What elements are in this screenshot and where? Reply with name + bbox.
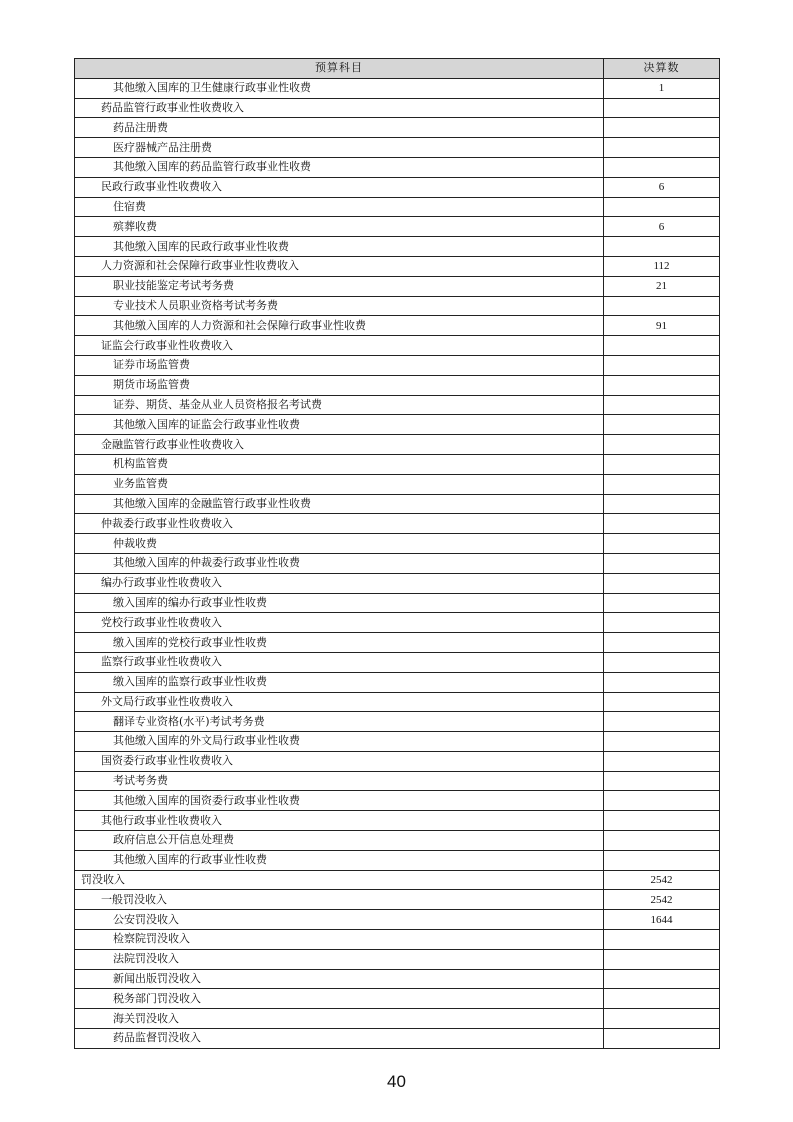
table-row [75,989,720,1009]
budget-item-label: 民政行政事业性收费收入 [75,177,604,197]
table-row [75,197,720,217]
table-row [75,811,720,831]
table-row [75,375,720,395]
final-amount-value [604,613,720,633]
budget-item-label: 其他缴入国库的证监会行政事业性收费 [75,415,604,435]
table-row [75,850,720,870]
final-amount-value [604,850,720,870]
final-amount-value [604,633,720,653]
budget-item-label: 其他缴入国库的国资委行政事业性收费 [75,791,604,811]
final-amount-value [604,1029,720,1049]
budget-item-label: 其他缴入国库的民政行政事业性收费 [75,237,604,257]
table-row [75,652,720,672]
budget-item-label: 药品监管行政事业性收费收入 [75,98,604,118]
budget-item-label: 缴入国库的监察行政事业性收费 [75,672,604,692]
table-row [75,217,720,237]
final-amount-value [604,514,720,534]
budget-item-label: 证券市场监管费 [75,355,604,375]
final-amount-value [604,395,720,415]
table-row [75,177,720,197]
table-row [75,910,720,930]
budget-item-label: 人力资源和社会保障行政事业性收费收入 [75,256,604,276]
budget-item-label: 其他缴入国库的金融监管行政事业性收费 [75,494,604,514]
table-row [75,593,720,613]
final-amount-value [604,593,720,613]
final-amount-value [604,415,720,435]
budget-item-label: 罚没收入 [75,870,604,890]
final-amount-value [604,534,720,554]
final-amount-value [604,969,720,989]
table-row [75,138,720,158]
budget-item-label: 仲裁委行政事业性收费收入 [75,514,604,534]
final-amount-value [604,811,720,831]
table-row [75,890,720,910]
table-row [75,98,720,118]
final-amount-value [604,553,720,573]
final-amount-value: 21 [604,276,720,296]
budget-item-label: 证券、期货、基金从业人员资格报名考试费 [75,395,604,415]
header-final-amount: 决算数 [604,59,720,79]
table-row [75,316,720,336]
table-row [75,712,720,732]
final-amount-value: 2542 [604,870,720,890]
final-amount-value [604,474,720,494]
budget-table-container [74,58,719,1049]
final-amount-value [604,672,720,692]
budget-item-label: 药品监督罚没收入 [75,1029,604,1049]
final-amount-value [604,692,720,712]
table-row [75,672,720,692]
final-amount-value [604,494,720,514]
final-amount-value [604,573,720,593]
final-amount-value [604,791,720,811]
budget-item-label: 编办行政事业性收费收入 [75,573,604,593]
budget-item-label: 医疗器械产品注册费 [75,138,604,158]
table-row [75,534,720,554]
budget-item-label: 检察院罚没收入 [75,930,604,950]
final-amount-value [604,435,720,455]
budget-item-label: 新闻出版罚没收入 [75,969,604,989]
table-row [75,553,720,573]
final-amount-value [604,652,720,672]
budget-item-label: 一般罚没收入 [75,890,604,910]
table-row [75,296,720,316]
budget-table [74,58,720,1049]
final-amount-value [604,336,720,356]
final-amount-value [604,118,720,138]
budget-item-label: 外文局行政事业性收费收入 [75,692,604,712]
budget-item-label: 公安罚没收入 [75,910,604,930]
final-amount-value [604,138,720,158]
final-amount-value [604,732,720,752]
final-amount-value: 6 [604,177,720,197]
table-row [75,78,720,98]
table-row [75,157,720,177]
budget-item-label: 党校行政事业性收费收入 [75,613,604,633]
final-amount-value: 1 [604,78,720,98]
budget-item-label: 药品注册费 [75,118,604,138]
final-amount-value [604,355,720,375]
table-row [75,791,720,811]
header-row [75,59,720,79]
budget-item-label: 期货市场监管费 [75,375,604,395]
final-amount-value [604,989,720,1009]
table-row [75,355,720,375]
budget-item-label: 其他缴入国库的仲裁委行政事业性收费 [75,553,604,573]
table-row [75,613,720,633]
table-row [75,395,720,415]
budget-item-label: 监察行政事业性收费收入 [75,652,604,672]
final-amount-value [604,157,720,177]
budget-item-label: 其他缴入国库的药品监管行政事业性收费 [75,157,604,177]
final-amount-value [604,831,720,851]
table-row [75,969,720,989]
final-amount-value: 6 [604,217,720,237]
budget-item-label: 其他缴入国库的行政事业性收费 [75,850,604,870]
budget-item-label: 其他行政事业性收费收入 [75,811,604,831]
final-amount-value [604,375,720,395]
budget-item-label: 机构监管费 [75,454,604,474]
table-row [75,751,720,771]
budget-item-label: 国资委行政事业性收费收入 [75,751,604,771]
budget-item-label: 其他缴入国库的卫生健康行政事业性收费 [75,78,604,98]
table-row [75,831,720,851]
table-row [75,454,720,474]
table-row [75,573,720,593]
table-header [75,59,720,79]
page-number: 40 [387,1072,406,1091]
budget-item-label: 住宿费 [75,197,604,217]
budget-item-label: 殡葬收费 [75,217,604,237]
final-amount-value [604,197,720,217]
table-row [75,276,720,296]
final-amount-value: 1644 [604,910,720,930]
budget-item-label: 考试考务费 [75,771,604,791]
budget-item-label: 翻译专业资格(水平)考试考务费 [75,712,604,732]
table-row [75,771,720,791]
table-row [75,949,720,969]
table-row [75,692,720,712]
table-row [75,514,720,534]
budget-item-label: 业务监管费 [75,474,604,494]
final-amount-value [604,1009,720,1029]
table-row [75,256,720,276]
final-amount-value [604,98,720,118]
table-row [75,633,720,653]
final-amount-value: 91 [604,316,720,336]
final-amount-value [604,237,720,257]
final-amount-value [604,949,720,969]
table-row [75,1009,720,1029]
budget-item-label: 其他缴入国库的人力资源和社会保障行政事业性收费 [75,316,604,336]
table-row [75,336,720,356]
table-body [75,78,720,1048]
final-amount-value: 112 [604,256,720,276]
budget-item-label: 金融监管行政事业性收费收入 [75,435,604,455]
header-budget-item: 预算科目 [75,59,604,79]
budget-item-label: 税务部门罚没收入 [75,989,604,1009]
budget-item-label: 法院罚没收入 [75,949,604,969]
final-amount-value [604,296,720,316]
table-row [75,435,720,455]
table-row [75,930,720,950]
table-row [75,474,720,494]
final-amount-value [604,771,720,791]
table-row [75,415,720,435]
table-row [75,118,720,138]
table-row [75,870,720,890]
final-amount-value [604,454,720,474]
final-amount-value: 2542 [604,890,720,910]
budget-item-label: 缴入国库的编办行政事业性收费 [75,593,604,613]
final-amount-value [604,751,720,771]
budget-item-label: 专业技术人员职业资格考试考务费 [75,296,604,316]
table-row [75,237,720,257]
final-amount-value [604,930,720,950]
table-row [75,494,720,514]
budget-item-label: 仲裁收费 [75,534,604,554]
budget-item-label: 海关罚没收入 [75,1009,604,1029]
final-amount-value [604,712,720,732]
budget-item-label: 政府信息公开信息处理费 [75,831,604,851]
table-row [75,1029,720,1049]
table-row [75,732,720,752]
budget-item-label: 缴入国库的党校行政事业性收费 [75,633,604,653]
budget-item-label: 其他缴入国库的外文局行政事业性收费 [75,732,604,752]
budget-item-label: 证监会行政事业性收费收入 [75,336,604,356]
budget-item-label: 职业技能鉴定考试考务费 [75,276,604,296]
